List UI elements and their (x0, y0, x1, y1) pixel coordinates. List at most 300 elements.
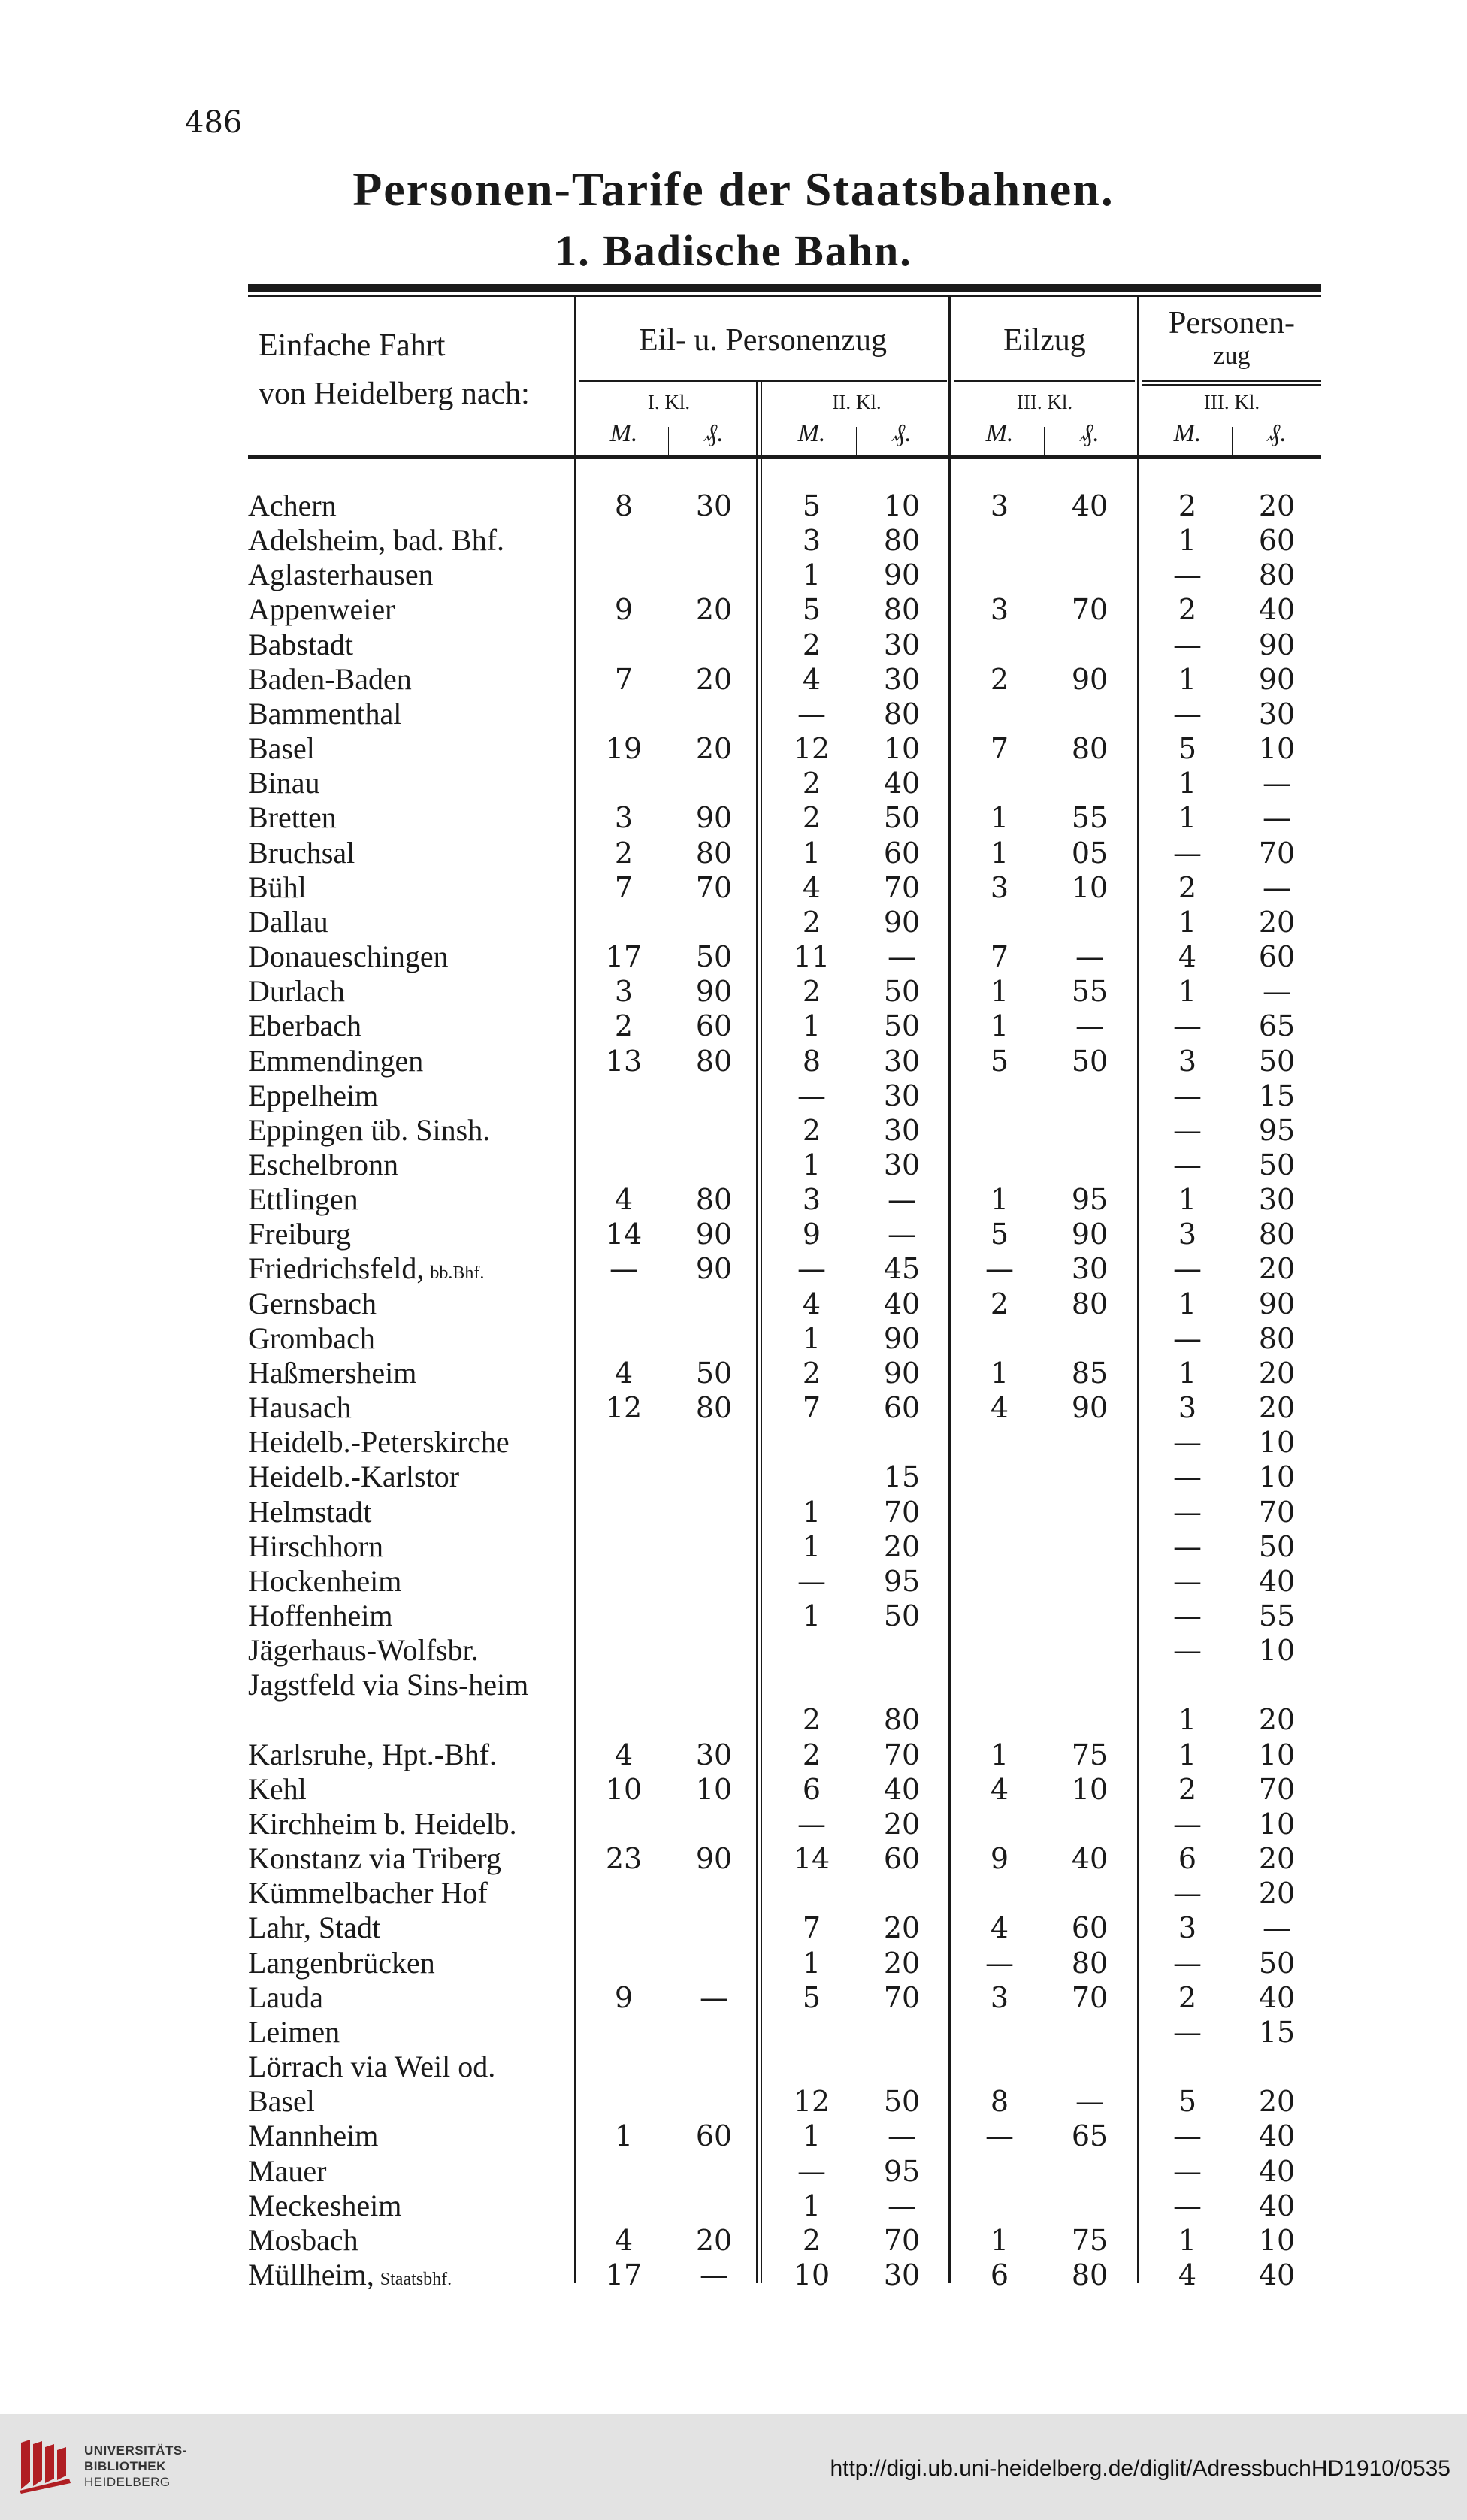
fare-cell: 5 (802, 1980, 821, 2014)
fare-cell: 1 (1178, 1287, 1197, 1321)
fare-cell: 1 (802, 2189, 821, 2222)
unit-mark: M. (1173, 419, 1202, 447)
fare-cell: — (700, 1980, 728, 2014)
unit-pfennig: ₰. (892, 419, 912, 447)
header-stub (248, 322, 582, 418)
fare-cell: — (1173, 1460, 1202, 1494)
station-name (248, 1946, 549, 1980)
fare-cell: 80 (1258, 1218, 1296, 1251)
table-row (248, 489, 1321, 523)
source-url-link[interactable]: http://digi.ub.uni-heidelberg.de/diglit/AdressbuchHD1910/0535 (830, 2456, 1450, 2481)
unit-mark: M. (797, 419, 826, 447)
station-name-text: Binau (248, 766, 320, 800)
table-row (248, 1460, 1321, 1494)
fare-cell: 20 (883, 1911, 921, 1945)
fare-cell: 15 (883, 1460, 921, 1494)
fare-cell: 90 (1071, 1218, 1109, 1251)
fare-cell: 20 (695, 662, 733, 696)
fare-cell: 4 (614, 1738, 634, 1771)
fare-cell: — (797, 1252, 826, 1286)
table-row (248, 1287, 1321, 1321)
station-name (248, 1321, 549, 1356)
table-row (248, 1148, 1321, 1182)
fare-cell: 1 (1178, 1356, 1197, 1390)
fare-cell: 1 (990, 2223, 1009, 2257)
fare-cell: 2 (802, 975, 821, 1009)
fare-cell: 10 (883, 489, 921, 522)
institution-line1: UNIVERSITÄTS- (84, 2443, 187, 2458)
group-underline-rule (1142, 384, 1321, 386)
fare-cell: 12 (793, 2085, 830, 2119)
fare-cell: 20 (1258, 2085, 1296, 2119)
fare-cell: 2 (802, 1703, 821, 1737)
unit-pfennig: ₰. (1080, 419, 1099, 447)
fare-cell: 90 (695, 975, 733, 1009)
table-row (248, 1321, 1321, 1356)
fare-cell: 45 (883, 1252, 921, 1286)
fare-cell: — (1173, 1148, 1202, 1181)
fare-cell: 9 (990, 1842, 1009, 1876)
fare-cell: 10 (883, 732, 921, 766)
fare-cell: 23 (605, 1842, 643, 1876)
fare-cell: — (1075, 940, 1104, 974)
fare-cell: 30 (695, 489, 733, 522)
fare-cell: — (1173, 1946, 1202, 1980)
station-name (248, 523, 549, 558)
fare-cell: 30 (1258, 697, 1296, 731)
fare-cell: 95 (1258, 1113, 1296, 1147)
fare-cell: — (1173, 1807, 1202, 1841)
fare-cell: 20 (1258, 1391, 1296, 1425)
fare-cell: 3 (990, 1980, 1009, 2014)
fare-cell: 7 (990, 940, 1009, 974)
station-name-text: Lauda (248, 1980, 323, 2014)
station-name-text: Achern (248, 489, 337, 522)
fare-cell: 40 (1258, 2154, 1296, 2188)
page-number: 486 (185, 105, 243, 140)
fare-cell: 1 (802, 1529, 821, 1563)
fare-cell: 1 (1178, 1738, 1197, 1771)
table-row (248, 731, 1321, 766)
fare-cell: 7 (614, 662, 634, 696)
fare-cell: 1 (1178, 975, 1197, 1009)
station-name (248, 1390, 549, 1425)
fare-cell: 9 (614, 1980, 634, 2014)
top-thin-rule (248, 295, 1321, 297)
table-row (248, 1182, 1321, 1217)
fare-cell: — (1173, 1009, 1202, 1043)
fare-cell: 5 (802, 489, 821, 522)
station-name-text: Hoffenheim (248, 1599, 393, 1632)
fare-cell: 1 (990, 801, 1009, 835)
fare-cell: — (1263, 767, 1291, 800)
fare-cell: 1 (614, 2119, 634, 2153)
footer-bar (0, 2414, 1467, 2520)
table-row (248, 1078, 1321, 1113)
fare-cell: 1 (802, 558, 821, 592)
fare-cell: 2 (990, 662, 1009, 696)
fare-cell: 10 (1258, 1738, 1296, 1771)
fare-cell: 70 (883, 1980, 921, 2014)
station-name-text: Freiburg (248, 1217, 352, 1251)
fare-cell: 30 (1258, 1183, 1296, 1217)
station-name-text: Ettlingen (248, 1182, 358, 1217)
fare-cell: 20 (695, 2223, 733, 2257)
fare-cell: 90 (1258, 662, 1296, 696)
fare-cell: 20 (1258, 489, 1296, 522)
fare-cell: 95 (1071, 1183, 1109, 1217)
fare-cell: 70 (883, 870, 921, 904)
table-row (248, 836, 1321, 870)
fare-cell: 80 (1071, 1946, 1109, 1980)
fare-cell: 90 (695, 801, 733, 835)
station-name-text: Mannheim (248, 2119, 379, 2153)
fare-cell: 40 (883, 1772, 921, 1806)
fare-cell: 55 (1071, 975, 1109, 1009)
fare-cell: 2 (1178, 489, 1197, 522)
fare-cell: 19 (605, 732, 643, 766)
station-name (248, 1356, 549, 1390)
fare-cell: 17 (605, 940, 643, 974)
fare-cell: 1 (990, 836, 1009, 870)
station-name-text: Dallau (248, 904, 328, 939)
station-name-text: Lörrach via Weil od. Basel (248, 2050, 496, 2119)
station-name (248, 628, 549, 662)
fare-cell: 90 (1258, 1287, 1296, 1321)
fare-cell: 20 (695, 732, 733, 766)
station-name (248, 1738, 549, 1772)
fare-cell: 3 (802, 524, 821, 558)
station-name-text: Kümmelbacher Hof (248, 1876, 488, 1910)
fare-cell: 90 (695, 1252, 733, 1286)
fare-cell: 95 (883, 2154, 921, 2188)
fare-cell: 6 (1178, 1842, 1197, 1876)
fare-cell: 4 (802, 1287, 821, 1321)
station-name-text: Eschelbronn (248, 1147, 398, 1181)
fare-cell: 60 (1258, 940, 1296, 974)
station-name (248, 2258, 549, 2297)
fare-cell: 20 (1258, 1252, 1296, 1286)
station-name (248, 800, 549, 835)
fare-cell: 2 (614, 1009, 634, 1043)
fare-cell: — (888, 1183, 916, 1217)
station-name-text: Eppingen üb. Sinsh. (248, 1112, 491, 1147)
fare-cell: 40 (1071, 489, 1109, 522)
fare-cell: 8 (614, 489, 634, 522)
fare-cell: 1 (1178, 524, 1197, 558)
table-row (248, 1044, 1321, 1078)
fare-cell: 6 (990, 2258, 1009, 2292)
fare-cell: — (985, 2119, 1014, 2153)
station-name (248, 1564, 549, 1599)
station-name (248, 939, 549, 974)
table-row (248, 1946, 1321, 1980)
station-name (248, 1425, 549, 1460)
fare-cell: 4 (1178, 2258, 1197, 2292)
station-name-text: Basel (248, 731, 315, 766)
station-name-text: Hausach (248, 1390, 352, 1425)
fare-cell: 70 (883, 1738, 921, 1771)
fare-cell: 80 (883, 524, 921, 558)
fare-cell: 80 (883, 593, 921, 627)
fare-cell: 80 (883, 697, 921, 731)
fare-cell: 50 (695, 940, 733, 974)
fare-cell: 60 (883, 1842, 921, 1876)
station-name (248, 1182, 549, 1217)
fare-cell: 13 (605, 1044, 643, 1078)
station-name-text: Mosbach (248, 2222, 358, 2257)
fare-cell: 55 (1071, 801, 1109, 835)
station-name (248, 662, 549, 697)
fare-cell: 50 (1258, 1148, 1296, 1181)
fare-cell: 11 (793, 940, 830, 974)
table-row (248, 1772, 1321, 1807)
fare-cell: 30 (883, 1078, 921, 1112)
header-stub-line2: von Heidelberg nach: (259, 377, 530, 411)
institution-line2: BIBLIOTHEK (84, 2459, 166, 2473)
station-name-text: Aglasterhausen (248, 558, 434, 592)
fare-cell: 70 (883, 1495, 921, 1529)
fare-cell: 20 (883, 1946, 921, 1980)
fare-cell: — (609, 1252, 638, 1286)
fare-cell: 4 (990, 1911, 1009, 1945)
fare-cell: — (1263, 801, 1291, 835)
table-row (248, 697, 1321, 731)
fare-cell: 60 (695, 1009, 733, 1043)
table-row (248, 1425, 1321, 1460)
station-name (248, 592, 549, 627)
station-name-text: Gernsbach (248, 1286, 377, 1321)
fare-cell: — (1173, 1634, 1202, 1668)
fare-cell: 3 (614, 801, 634, 835)
top-thick-rule (248, 284, 1321, 292)
table-body (248, 489, 1321, 2292)
fare-cell: 5 (990, 1044, 1009, 1078)
fare-cell: 3 (990, 593, 1009, 627)
fare-cell: 2 (802, 2223, 821, 2257)
fare-cell: — (1173, 1426, 1202, 1460)
station-name-text: Konstanz via Triberg (248, 1841, 502, 1876)
fare-cell: 2 (1178, 593, 1197, 627)
fare-cell: 1 (802, 1009, 821, 1043)
fare-cell: 4 (1178, 940, 1197, 974)
fare-cell: 85 (1071, 1356, 1109, 1390)
fare-cell: — (797, 697, 826, 731)
fare-cell: — (797, 1078, 826, 1112)
fare-cell: 2 (802, 801, 821, 835)
fare-cell: 70 (1258, 1772, 1296, 1806)
fare-cell: 75 (1071, 1738, 1109, 1771)
table-row (248, 2015, 1321, 2050)
fare-cell: 3 (614, 975, 634, 1009)
institution-name (84, 2443, 187, 2490)
fare-cell: 1 (1178, 2223, 1197, 2257)
column-rule-mark-pf (856, 427, 857, 457)
fare-cell: — (1173, 2015, 1202, 2049)
fare-cell: 50 (1258, 1529, 1296, 1563)
station-name (248, 1772, 549, 1807)
station-name-text: Haßmersheim (248, 1355, 417, 1390)
table-row (248, 2223, 1321, 2258)
station-name (248, 836, 549, 870)
table-row (248, 870, 1321, 905)
station-name (248, 1251, 549, 1290)
station-name-text: Bammenthal (248, 696, 402, 731)
station-name (248, 697, 549, 731)
fare-cell: 20 (1258, 1356, 1296, 1390)
station-name (248, 2119, 549, 2153)
station-name-text: Langenbrücken (248, 1945, 435, 1980)
fare-cell: 30 (883, 662, 921, 696)
fare-cell: 2 (1178, 1772, 1197, 1806)
fare-cell: 3 (990, 870, 1009, 904)
fare-cell: — (985, 1252, 1014, 1286)
table-row (248, 1356, 1321, 1390)
station-name-text: Hirschhorn (248, 1529, 383, 1563)
unit-pfennig: ₰. (704, 419, 724, 447)
fare-cell: — (797, 1564, 826, 1598)
station-name-text: Jägerhaus-Wolfsbr. (248, 1633, 479, 1668)
fare-cell: 7 (802, 1391, 821, 1425)
fare-cell: 3 (1178, 1911, 1197, 1945)
fare-cell: 3 (1178, 1044, 1197, 1078)
fare-cell: 12 (793, 732, 830, 766)
station-name-text: Babstadt (248, 627, 353, 661)
station-name (248, 1841, 549, 1876)
station-name (248, 1287, 549, 1321)
fare-cell: 40 (1258, 593, 1296, 627)
station-name-text: Grombach (248, 1321, 375, 1355)
fare-cell: 60 (1258, 524, 1296, 558)
table-row (248, 2050, 1321, 2119)
station-name-text: Helmstadt (248, 1494, 372, 1529)
fare-cell: 50 (1258, 1044, 1296, 1078)
station-name-text: Bruchsal (248, 835, 355, 870)
fare-cell: 1 (990, 1183, 1009, 1217)
fare-cell: 8 (990, 2085, 1009, 2119)
fare-cell: 10 (1071, 870, 1109, 904)
fare-cell: 80 (883, 1703, 921, 1737)
column-rule-mark-pf (1044, 427, 1045, 457)
unit-mark: M. (609, 419, 638, 447)
fare-cell: 55 (1258, 1599, 1296, 1632)
fare-cell: 1 (1178, 662, 1197, 696)
fare-cell: 6 (802, 1772, 821, 1806)
fare-cell: 50 (1258, 1946, 1296, 1980)
group-underline-rule (954, 380, 1135, 382)
fare-cell: 5 (990, 1218, 1009, 1251)
fare-cell: 90 (883, 1356, 921, 1390)
fare-cell: 20 (883, 1807, 921, 1841)
station-name (248, 766, 549, 800)
fare-cell: 10 (1258, 2223, 1296, 2257)
fare-cell: 9 (802, 1218, 821, 1251)
station-name (248, 2050, 549, 2119)
fare-cell: — (1263, 870, 1291, 904)
fare-cell: 3 (1178, 1218, 1197, 1251)
station-name (248, 1668, 549, 1702)
table-row (248, 1113, 1321, 1148)
fare-cell: 3 (1178, 1391, 1197, 1425)
fare-cell: 15 (1258, 1078, 1296, 1112)
station-name (248, 1078, 549, 1113)
fare-cell: 20 (695, 593, 733, 627)
fare-cell: 80 (695, 1044, 733, 1078)
table-row (248, 1599, 1321, 1633)
table-row (248, 1495, 1321, 1529)
fare-cell: 30 (1071, 1252, 1109, 1286)
fare-cell: — (700, 2258, 728, 2292)
table-row (248, 905, 1321, 939)
fare-cell: 17 (605, 2258, 643, 2292)
table-row (248, 628, 1321, 662)
fare-cell: — (888, 1218, 916, 1251)
fare-cell: 10 (1258, 1460, 1296, 1494)
fare-cell: 75 (1071, 2223, 1109, 2257)
fare-cell: 50 (883, 1009, 921, 1043)
fare-cell: 60 (1071, 1911, 1109, 1945)
fare-cell: 4 (802, 662, 821, 696)
station-name (248, 1460, 549, 1494)
fare-cell: 2 (802, 905, 821, 939)
fare-cell: 05 (1071, 836, 1109, 870)
group-underline-rule (1142, 380, 1321, 382)
table-row (248, 1841, 1321, 1876)
fare-cell: 2 (802, 1738, 821, 1771)
fare-cell: — (1075, 2085, 1104, 2119)
group-underline-rule (579, 380, 947, 382)
header-class-1: I. Kl. (647, 391, 691, 413)
fare-cell: — (1173, 1599, 1202, 1632)
fare-cell: 50 (883, 2085, 921, 2119)
table-row (248, 1390, 1321, 1425)
fare-cell: — (1173, 1321, 1202, 1355)
station-name (248, 1113, 549, 1148)
fare-cell: 30 (695, 1738, 733, 1771)
fare-cell: 1 (990, 1738, 1009, 1771)
station-name-text: Heidelb.-Karlstor (248, 1460, 460, 1494)
fare-cell: — (1173, 836, 1202, 870)
fare-cell: 90 (1071, 662, 1109, 696)
station-name-text: Appenweier (248, 592, 395, 627)
fare-cell: 1 (1178, 1703, 1197, 1737)
table-row (248, 662, 1321, 697)
station-name-suffix: bb.Bhf. (430, 1263, 485, 1284)
station-name-text: Hockenheim (248, 1563, 402, 1598)
station-name (248, 731, 549, 766)
station-name (248, 1599, 549, 1633)
fare-cell: 70 (1071, 1980, 1109, 2014)
institution-line3: HEIDELBERG (84, 2475, 171, 2489)
fare-cell: 30 (883, 1044, 921, 1078)
header-group3-line2: zug (1213, 342, 1251, 370)
header-class-2: II. Kl. (832, 391, 882, 413)
station-name (248, 1217, 549, 1251)
fare-cell: 65 (1071, 2119, 1109, 2153)
page-title: Personen-Tarife der Staatsbahnen. (352, 162, 1115, 216)
fare-cell: 9 (614, 593, 634, 627)
table-row (248, 592, 1321, 627)
station-name (248, 2189, 549, 2223)
fare-cell: 40 (1258, 2189, 1296, 2222)
fare-cell: 2 (802, 628, 821, 661)
fare-cell: — (1173, 2119, 1202, 2153)
fare-cell: 80 (1258, 1321, 1296, 1355)
station-name-text: Bretten (248, 800, 337, 835)
fare-cell: 10 (1258, 1426, 1296, 1460)
station-name-text: Baden-Baden (248, 661, 412, 696)
fare-cell: 20 (1258, 1703, 1296, 1737)
